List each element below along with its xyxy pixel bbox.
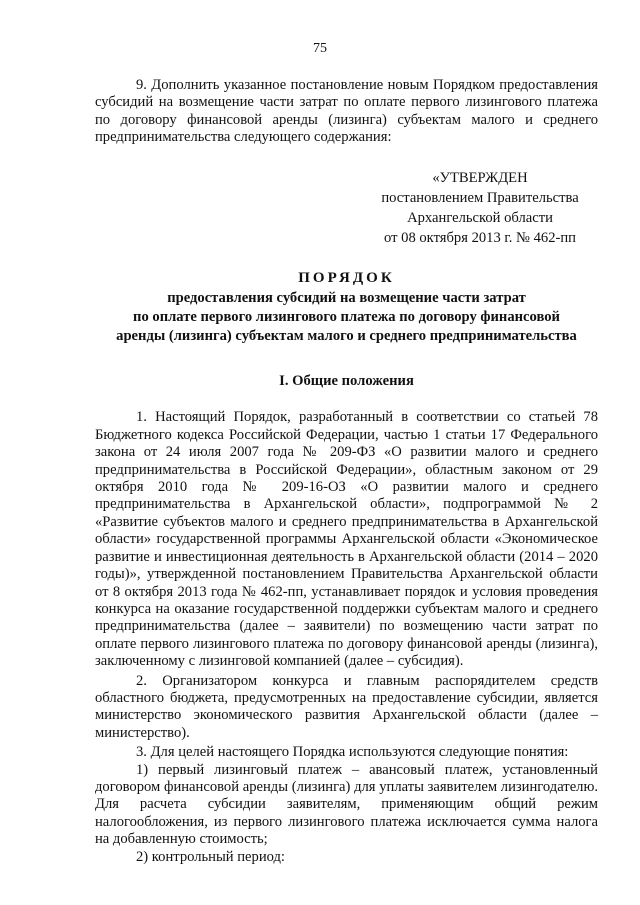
document-subtitle: [95, 289, 598, 346]
paragraph-4: 1) первый лизинговый платеж – авансовый платеж, установленный договором финансовой аренды (лизинга) для уплаты заявителем лизингодателю. Для расчета субсидии заявителям, применяющим общий режим налогообложения, из первого лизингового платежа исключается сумма налога на добавленную стоимость;: [95, 761, 598, 848]
document-body: [95, 77, 598, 866]
paragraph-1: 1. Настоящий Порядок, разработанный в соответствии со статьей 78 Бюджетного кодекса Российской Федерации, частью 1 статьи 17 Федерального закона от 24 июля 2007 года № 209-ФЗ «О развитии малого и среднего предпринимательства в Российской Федерации», областным законом от 29 октября 2010 года № 209-16-ОЗ «О развитии малого и среднего предпринимательства в Архангельской области», подпрограммой № 2 «Развитие субъектов малого и среднего предпринимательства в Архангельской области» государственной программы Архангельской области «Экономическое развитие и инвестиционная деятельность в Архангельской области (2014 – 2020 годы)», утвержденной постановлением Правительства Архангельской области от 8 октября 2013 года № 462-пп, устанавливает порядок и условия проведения конкурса на оказание государственной поддержки субъектам малого и среднего предпринимательства (далее – заявители) по возмещению части затрат по оплате первого лизингового платежа по договору финансовой аренды (лизинга), заключенному с лизинговой компанией (далее – субсидия).: [95, 409, 598, 670]
approval-line-2: постановлением Правительства: [381, 189, 579, 206]
approval-stamp: [365, 168, 595, 248]
paragraph-3: 3. Для целей настоящего Порядка используются следующие понятия:: [136, 744, 569, 761]
approval-line-3: Архангельской области: [407, 209, 553, 226]
subtitle-line-3: аренды (лизинга) субъектам малого и среднего предпринимательства: [116, 328, 577, 345]
subtitle-line-1: предоставления субсидий на возмещение части затрат: [167, 290, 526, 307]
approval-line-4: от 08 октября 2013 г. № 462-пп: [384, 229, 576, 246]
subtitle-line-2: по оплате первого лизингового платежа по договору финансовой: [133, 309, 560, 326]
page-number: 75: [313, 41, 327, 56]
intro-paragraph: 9. Дополнить указанное постановление новым Порядком предоставления субсидий на возмещение части затрат по оплате первого лизингового платежа по договору финансовой аренды (лизинга) субъектам малого и среднего предпринимательства следующего содержания:: [95, 77, 598, 146]
document-title: ПОРЯДОК: [298, 269, 395, 286]
paragraph-5: 2) контрольный период:: [136, 848, 285, 865]
paragraph-2: 2. Организатором конкурса и главным распорядителем средств областного бюджета, предусмотренных на предоставление субсидии, является министерство экономического развития Архангельской области (далее – министерство).: [95, 672, 598, 741]
approval-line-1: «УТВЕРЖДЕН: [432, 169, 528, 186]
section-heading: I. Общие положения: [279, 373, 414, 390]
